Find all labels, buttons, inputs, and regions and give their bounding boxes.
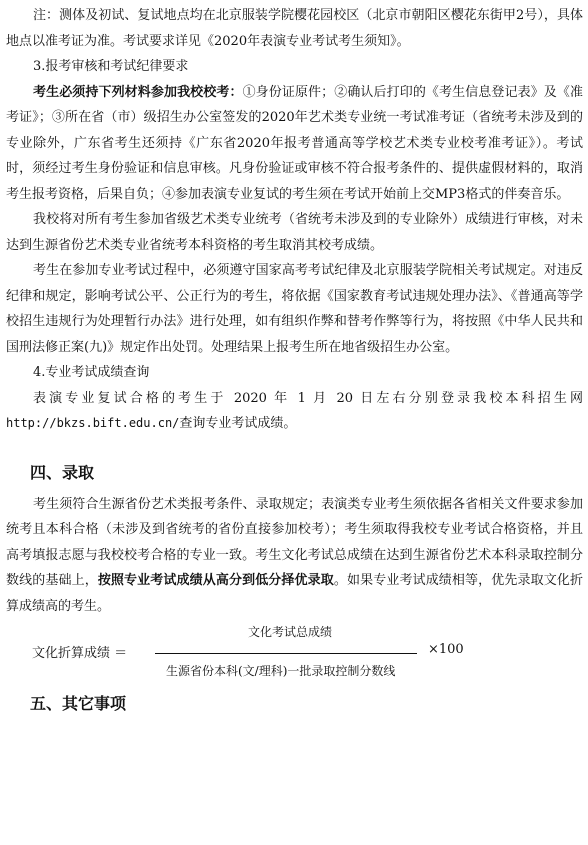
section-4-title: 4.专业考试成绩查询 xyxy=(33,365,150,380)
admissions-url-link[interactable]: http://bkzs.bift.edu.cn/ xyxy=(6,416,180,430)
fraction-bar xyxy=(155,653,417,654)
venue-note: 注：测体及初试、复试地点均在北京服装学院樱花园校区（北京市朝阳区樱花东街甲2号），具体地点以准考证为准。考试要求详见《2020年表演专业考试考生须知》。 xyxy=(6,8,583,49)
discipline-paragraph: 考生在参加专业考试过程中，必须遵守国家高考考试纪律及北京服装学院相关考试规定。对违反纪律和规定，影响考试公平、公正行为的考生，将依据《国家教育考试违规处理办法》、《普通高等学校招生违规行为处理暂行办法》进行处理，如有组织作弊和替考作弊等行为，将按照《中华人民共和国刑法修正案(九)》规定作出处罚。处理结果上报考生所在地省级招生办公室。 xyxy=(6,263,583,355)
admission-text-end: 。如果专业考试成绩相等，优先录取文化折算成绩高的考生。 xyxy=(6,573,583,614)
other-matters-heading: 五、其它事项 xyxy=(30,694,127,713)
score-query-text: 表演专业复试合格的考生于 2020 年 1 月 20 日左右分别登录我校本科招生网 xyxy=(33,390,583,406)
score-query-paragraph xyxy=(0,386,588,437)
admission-rule-bold: 按照专业考试成绩从高分到低分择优录取 xyxy=(97,573,334,588)
required-materials-list: ①身份证原件；②确认后打印的《考生信息登记表》及《准考证》；③所在省（市）级招生办公室签发的2020年艺术类专业统一考试准考证（省统考未涉及到的专业除外，广东省考生还须持《广东省2020年报考普通高等学校艺术类专业校考准考证》）。考试时，须经过考生身份验证和信息审核。凡身份验证或审核不符合报考条件的、提供虚假材料的，取消考生报考资格，后果自负；④参加表演专业复试的考生须在考试开始前上交MP3格式的伴奏音乐。 xyxy=(6,84,583,202)
score-review-paragraph: 我校将对所有考生参加省级艺术类专业统考（省统考未涉及到的专业除外）成绩进行审核，对未达到生源省份艺术类专业省统考本科资格的考生取消其校考成绩。 xyxy=(6,212,583,253)
formula-denominator: 生源省份本科(文/理科)一批录取控制分数线 xyxy=(166,664,396,678)
admission-text: 考生须符合生源省份艺术类报考条件、录取规定；表演类专业考生须依据各省相关文件要求参加统考且本科合格（未涉及到省统考的省份直接参加校考）；考生须取得我校专业考试合格资格，并且高考填报志愿与我校校考合格的专业一致。考生文化考试总成绩在达到生源省份艺术本科录取控制分数线的基础上， xyxy=(6,496,583,588)
required-materials-lead: 考生必须持下列材料参加我校校考： xyxy=(33,84,243,100)
formula-numerator: 文化考试总成绩 xyxy=(248,625,333,639)
admission-heading: 四、录取 xyxy=(30,462,95,482)
section-3-title: 3.报考审核和考试纪律要求 xyxy=(33,59,189,74)
score-query-tail: 查询专业考试成绩。 xyxy=(179,416,297,431)
formula-label: 文化折算成绩 ＝ xyxy=(32,646,128,661)
admission-paragraph xyxy=(0,492,588,620)
culture-score-formula xyxy=(0,619,588,691)
required-materials-paragraph xyxy=(0,80,588,208)
formula-multiplier: ×100 xyxy=(428,642,464,657)
